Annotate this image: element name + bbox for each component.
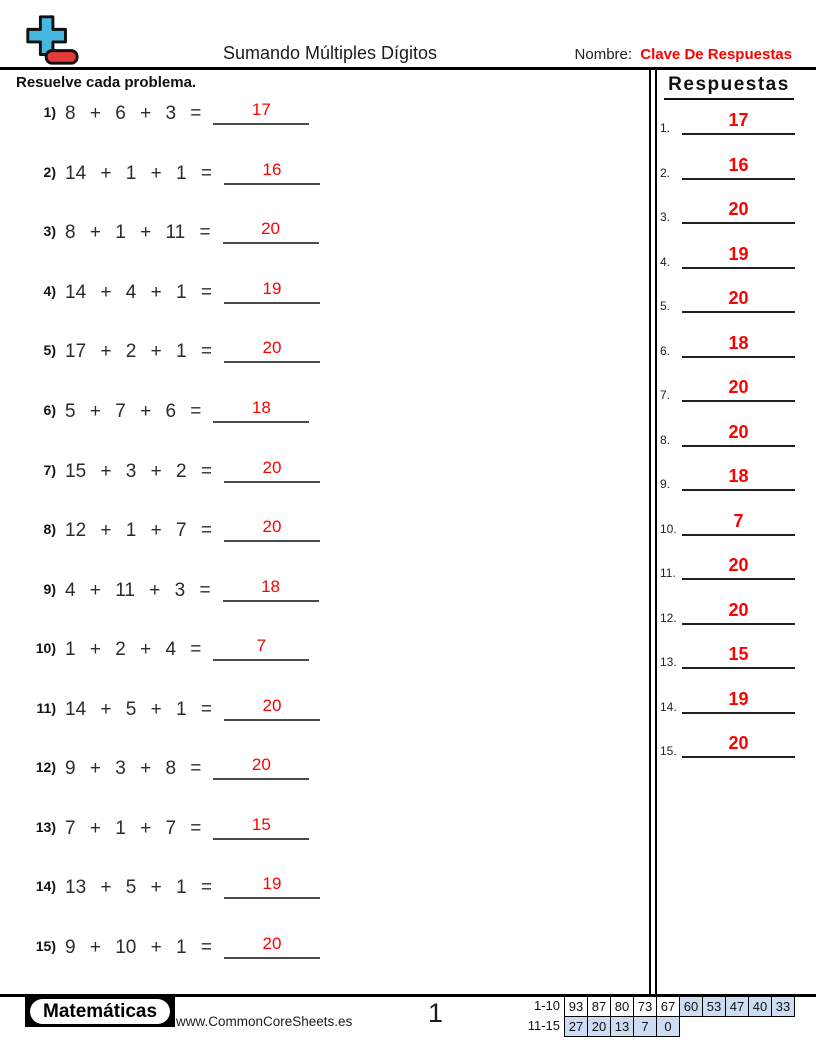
problem-row-11	[28, 695, 320, 721]
grading-row-label: 11-15	[527, 1018, 560, 1033]
answer-value: 20	[728, 199, 749, 219]
grading-cell: 60	[679, 996, 703, 1017]
problem-answer: 20	[261, 219, 280, 238]
answer-number: 8.	[660, 433, 671, 447]
answer-value: 20	[728, 422, 749, 442]
answer-value: 7	[733, 511, 744, 531]
problem-equation: 5 + 7 + 6 =	[65, 401, 202, 422]
problem-number: 8)	[43, 521, 56, 537]
answer-value: 20	[728, 288, 749, 308]
problem-row-10	[28, 635, 309, 661]
grading-cell: 80	[610, 996, 634, 1017]
worksheet-title: Sumando Múltiples Dígitos	[222, 43, 438, 63]
grading-cell: 40	[748, 996, 772, 1017]
answer-blank-line	[223, 575, 319, 602]
problem-equation: 9 + 10 + 1 =	[65, 937, 212, 958]
answer-line	[682, 332, 795, 358]
answer-blank-line	[213, 98, 309, 125]
answer-value: 16	[728, 155, 749, 175]
problem-answer: 19	[262, 874, 282, 893]
answer-blank-line	[224, 694, 320, 721]
problem-number: 9)	[43, 581, 56, 597]
problem-row-1	[28, 99, 309, 125]
answer-number: 3.	[660, 210, 671, 224]
answer-line	[682, 421, 795, 447]
brand-logo	[25, 997, 175, 1027]
answer-line	[682, 154, 795, 180]
answer-value: 20	[728, 377, 749, 397]
problem-equation: 4 + 11 + 3 =	[65, 580, 211, 601]
grading-cell: 13	[610, 1016, 634, 1037]
problem-equation: 14 + 5 + 1 =	[65, 699, 212, 720]
problem-answer: 20	[262, 696, 282, 715]
grading-row-label: 1-10	[533, 998, 560, 1013]
answer-list-item-10	[660, 510, 795, 536]
problem-equation: 14 + 1 + 1 =	[65, 163, 212, 184]
answer-number: 11.	[660, 566, 676, 580]
problem-number: 12)	[35, 759, 56, 775]
answer-blank-line	[224, 277, 320, 304]
name-row	[575, 46, 792, 63]
answer-line	[682, 732, 795, 758]
problem-row-14	[28, 873, 320, 899]
problem-number: 5)	[43, 342, 56, 358]
problem-number: 6)	[43, 402, 56, 418]
problem-row-7	[28, 457, 320, 483]
answer-list-item-6	[660, 332, 795, 358]
answer-line	[682, 643, 795, 669]
answer-line	[682, 243, 795, 269]
problem-answer: 19	[262, 279, 282, 298]
grading-cell: 73	[633, 996, 657, 1017]
problem-number: 7)	[43, 462, 56, 478]
answer-value: 18	[728, 466, 749, 486]
problem-row-3	[28, 218, 319, 244]
answer-line	[682, 376, 795, 402]
answer-list-item-13	[660, 643, 795, 669]
problem-answer: 7	[256, 636, 267, 655]
grading-cell: 0	[656, 1016, 680, 1037]
problem-number: 14)	[35, 878, 56, 894]
answer-value: 19	[728, 689, 749, 709]
problem-equation: 17 + 2 + 1 =	[65, 341, 212, 362]
problem-answer: 20	[262, 517, 282, 536]
answer-blank-line	[213, 634, 309, 661]
answer-value: 20	[728, 733, 749, 753]
answer-number: 4.	[660, 255, 671, 269]
grading-cell: 47	[725, 996, 749, 1017]
answer-number: 14.	[660, 700, 677, 714]
answer-blank-line	[224, 336, 320, 363]
problem-answer: 18	[251, 398, 271, 417]
answer-number: 6.	[660, 344, 671, 358]
problem-row-9	[28, 576, 319, 602]
answer-list-item-7	[660, 376, 795, 402]
problem-row-6	[28, 397, 309, 423]
problem-equation: 1 + 2 + 4 =	[65, 639, 202, 660]
problem-row-8	[28, 516, 320, 542]
answers-panel-title: Respuestas	[664, 74, 794, 100]
answer-value: 15	[728, 644, 749, 664]
problem-equation: 7 + 1 + 7 =	[65, 818, 202, 839]
grading-cell: 27	[564, 1016, 588, 1037]
grading-cell: 33	[771, 996, 795, 1017]
problem-number: 10)	[35, 640, 56, 656]
answer-value: 20	[728, 555, 749, 575]
problem-number: 15)	[35, 938, 56, 954]
answer-blank-line	[224, 872, 320, 899]
answer-blank-line	[223, 217, 319, 244]
problem-answer: 18	[261, 577, 280, 596]
answer-value: 18	[728, 333, 749, 353]
answer-line	[682, 554, 795, 580]
answer-list-item-14	[660, 688, 795, 714]
answer-line	[682, 688, 795, 714]
page-number: 1	[428, 998, 444, 1028]
name-value: Clave De Respuestas	[640, 46, 792, 63]
answer-line	[682, 109, 795, 135]
grading-cell: 87	[587, 996, 611, 1017]
problem-answer: 15	[251, 815, 271, 834]
problem-equation: 9 + 3 + 8 =	[65, 758, 202, 779]
answer-number: 5.	[660, 299, 671, 313]
problem-row-12	[28, 754, 309, 780]
problem-row-13	[28, 814, 309, 840]
grading-row-2	[500, 1016, 795, 1037]
header-divider	[0, 67, 816, 70]
grading-cell: 93	[564, 996, 588, 1017]
problem-equation: 13 + 5 + 1 =	[65, 877, 212, 898]
problem-equation: 12 + 1 + 7 =	[65, 520, 212, 541]
answer-blank-line	[224, 515, 320, 542]
answer-number: 15.	[660, 744, 677, 758]
sidebar-double-divider	[649, 70, 657, 994]
answer-list-item-1	[660, 109, 795, 135]
answer-number: 9.	[660, 477, 671, 491]
problem-answer: 20	[262, 338, 282, 357]
website-url: www.CommonCoreSheets.es	[176, 1014, 353, 1029]
answer-value: 20	[728, 600, 749, 620]
grading-row-1	[500, 996, 795, 1017]
name-label: Nombre:	[574, 46, 633, 63]
answer-number: 10.	[660, 522, 677, 536]
grading-cell: 7	[633, 1016, 657, 1037]
answer-line	[682, 510, 795, 536]
instruction-text: Resuelve cada problema.	[16, 74, 197, 91]
problem-equation: 14 + 4 + 1 =	[65, 282, 212, 303]
answer-number: 12.	[660, 611, 677, 625]
answer-list-item-4	[660, 243, 795, 269]
problem-answer: 20	[262, 934, 282, 953]
answer-list-item-3	[660, 198, 795, 224]
answer-list-item-12	[660, 599, 795, 625]
problem-number: 11)	[36, 700, 56, 716]
answer-blank-line	[224, 158, 320, 185]
answer-list-item-9	[660, 465, 795, 491]
problem-equation: 15 + 3 + 2 =	[65, 461, 212, 482]
answer-number: 1.	[660, 121, 671, 135]
answer-blank-line	[213, 396, 309, 423]
answer-line	[682, 465, 795, 491]
grading-cell: 20	[587, 1016, 611, 1037]
problem-answer: 17	[251, 100, 271, 119]
grading-cell: 53	[702, 996, 726, 1017]
problem-number: 4)	[43, 283, 56, 299]
problem-equation: 8 + 1 + 11 =	[65, 222, 211, 243]
answer-value: 17	[728, 110, 749, 130]
problem-row-15	[28, 933, 320, 959]
answer-line	[682, 198, 795, 224]
answer-list-item-15	[660, 732, 795, 758]
problem-number: 3)	[43, 223, 56, 239]
answer-list-item-11	[660, 554, 795, 580]
answer-number: 13.	[660, 655, 677, 669]
problem-answer: 20	[262, 458, 282, 477]
grading-table	[500, 996, 795, 1037]
grading-cell: 67	[656, 996, 680, 1017]
answer-blank-line	[213, 813, 309, 840]
answer-line	[682, 287, 795, 313]
brand-label: Matemáticas	[30, 999, 170, 1024]
answer-value: 19	[728, 244, 749, 264]
problem-row-4	[28, 278, 320, 304]
answer-blank-line	[224, 932, 320, 959]
answer-blank-line	[224, 456, 320, 483]
problem-number: 1)	[43, 104, 56, 120]
problem-answer: 16	[262, 160, 282, 179]
answer-blank-line	[213, 753, 309, 780]
problem-row-5	[28, 337, 320, 363]
answer-line	[682, 599, 795, 625]
answer-number: 2.	[660, 166, 671, 180]
answer-list-item-5	[660, 287, 795, 313]
problem-number: 13)	[35, 819, 56, 835]
answer-number: 7.	[660, 388, 671, 402]
problem-answer: 20	[251, 755, 271, 774]
problem-equation: 8 + 6 + 3 =	[65, 103, 202, 124]
problem-number: 2)	[43, 164, 56, 180]
answer-list-item-2	[660, 154, 795, 180]
answer-list-item-8	[660, 421, 795, 447]
problem-row-2	[28, 159, 320, 185]
